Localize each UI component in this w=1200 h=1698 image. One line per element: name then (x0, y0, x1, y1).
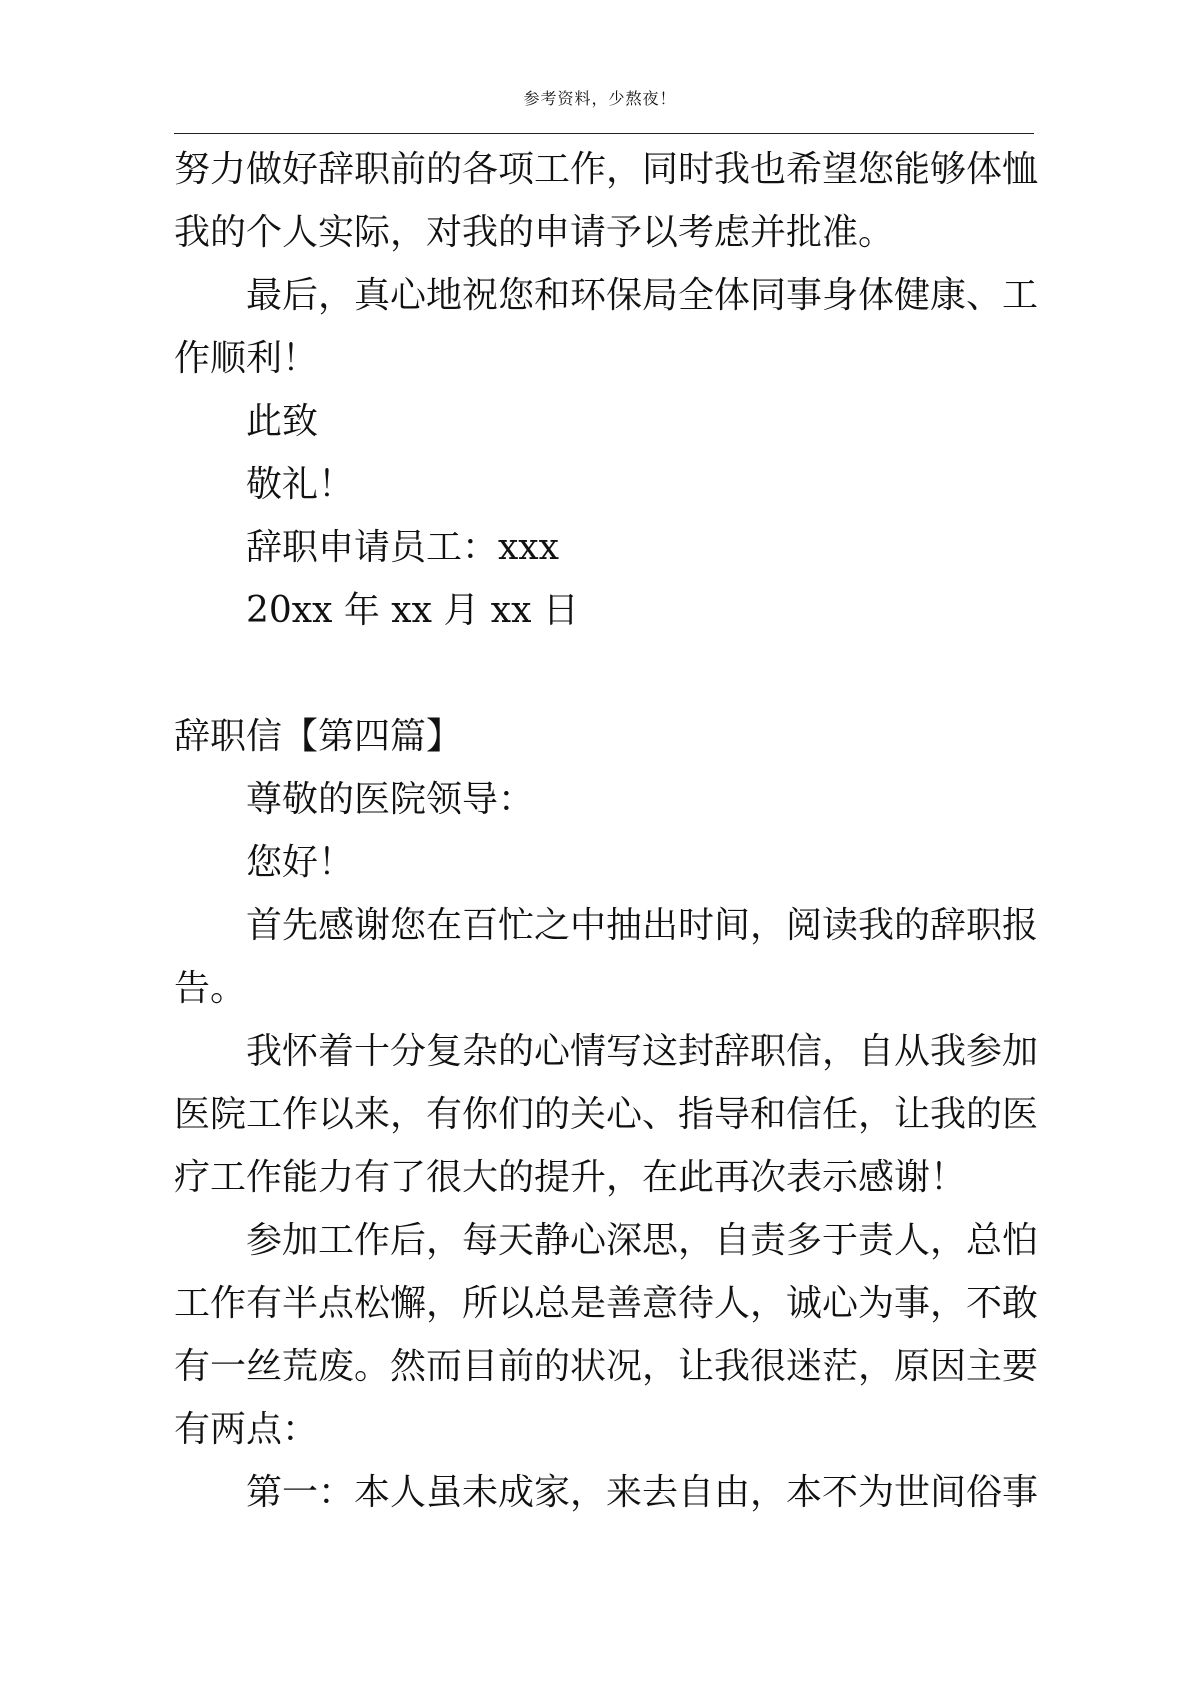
date-line: 20xx 年 xx 月 xx 日 (246, 590, 579, 631)
text-line: 第一：本人虽未成家，来去自由，本不为世间俗事 (246, 1472, 1039, 1513)
signature-line: 辞职申请员工：xxx (246, 527, 559, 568)
text-line: 参加工作后，每天静心深思，自责多于责人，总怕 (246, 1220, 1039, 1261)
text-line: 工作有半点松懈，所以总是善意待人，诚心为事，不敢 (174, 1283, 1039, 1324)
text-line: 告。 (174, 968, 247, 1009)
greeting-line: 您好！ (246, 842, 355, 883)
closing-salutation: 此致 (246, 401, 319, 442)
document-body (174, 138, 1040, 1524)
greeting-line: 尊敬的医院领导： (246, 779, 535, 820)
paragraph-gap (174, 642, 1040, 705)
section-title: 辞职信【第四篇】 (174, 716, 463, 757)
text-line: 我的个人实际，对我的申请予以考虑并批准。 (174, 212, 895, 253)
text-line: 努力做好辞职前的各项工作，同时我也希望您能够体恤 (174, 149, 1039, 190)
header-divider (174, 133, 1034, 134)
text-line: 最后，真心地祝您和环保局全体同事身体健康、工 (246, 275, 1039, 316)
closing-salutation: 敬礼！ (246, 464, 355, 505)
text-line: 有两点： (174, 1409, 319, 1450)
text-line: 医院工作以来，有你们的关心、指导和信任，让我的医 (174, 1094, 1039, 1135)
text-line: 疗工作能力有了很大的提升，在此再次表示感谢！ (174, 1157, 967, 1198)
text-line: 首先感谢您在百忙之中抽出时间，阅读我的辞职报 (246, 905, 1039, 946)
text-line: 有一丝荒废。然而目前的状况，让我很迷茫，原因主要 (174, 1346, 1039, 1387)
text-line: 我怀着十分复杂的心情写这封辞职信，自从我参加 (246, 1031, 1039, 1072)
text-line: 作顺利！ (174, 338, 319, 379)
page-header-note: 参考资料，少熬夜！ (523, 89, 677, 108)
